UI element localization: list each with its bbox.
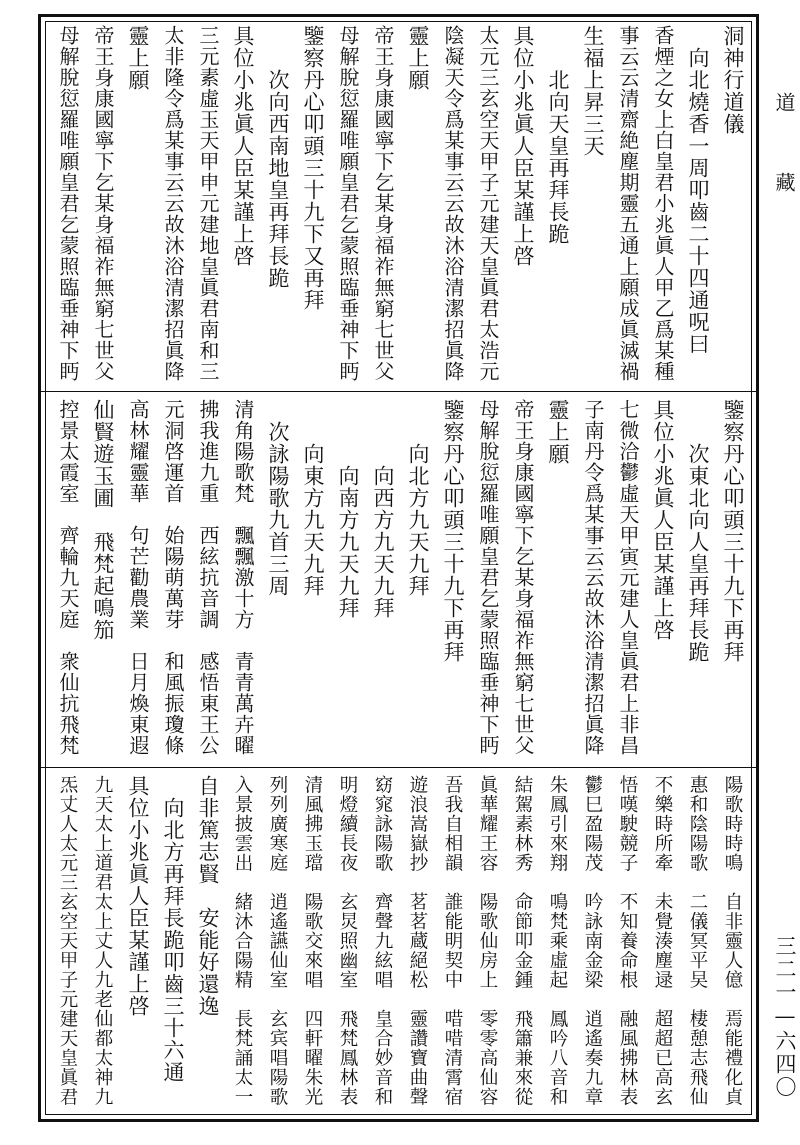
column-text: 生福上昇三天	[581, 25, 605, 157]
text-column	[680, 399, 715, 761]
register-2-columns	[47, 399, 750, 761]
text-column	[225, 399, 260, 761]
column-text: 太元三玄空天甲子元建天皇眞君太浩元	[476, 25, 500, 382]
text-column	[85, 25, 120, 385]
column-text: 母解脫愆羅唯願皇君乞蒙照臨垂神下眄	[336, 25, 360, 382]
text-column	[505, 775, 540, 1111]
column-text: 惠和陰陽歌 二儀冥平旲 棲憩志飛仙	[687, 775, 708, 1107]
text-column	[365, 399, 400, 761]
column-text: 仙賢遊玉圃 飛梵起鳴笳	[91, 399, 115, 641]
column-text: 鬱巳盈陽茂 吟詠南金梁 逍遙奏九章	[582, 775, 603, 1107]
column-text: 北向天皇再拜長跪	[546, 25, 570, 245]
text-column	[610, 775, 645, 1111]
column-text: 靈上願	[406, 25, 430, 91]
right-margin	[762, 0, 800, 1145]
column-text: 次東北向人皇再拜長跪	[686, 399, 710, 663]
text-column	[50, 775, 85, 1111]
text-column	[540, 775, 575, 1111]
column-text: 向北燒香一周叩齒二十四通呪曰	[686, 25, 710, 355]
column-text: 清角陽歌梵 飄飄激十方 青青萬卉曜	[231, 399, 255, 756]
column-text: 遊浪嵩嶽抄 茗茗蔵絕松 靈讚寶曲聲	[407, 775, 428, 1107]
text-column	[190, 25, 225, 385]
column-text: 帝王身康國寧下乞某身福祚無窮七世父	[371, 25, 395, 382]
column-text: 向東方九天九拜	[301, 399, 325, 597]
column-text: 母解脫愆羅唯願皇君乞蒙照臨垂神下眄	[476, 399, 500, 756]
column-text: 拂我進九重 西絃抗音調 感悟東王公	[196, 399, 220, 756]
column-text: 帝王身康國寧下乞某身福祚無窮七世父	[511, 399, 535, 756]
column-text: 元洞啓運首 始陽萌萬芽 和風振瓊條	[161, 399, 185, 756]
column-text: 清風拂玉璫 陽歌交來唱 四軒曜朱光	[302, 775, 323, 1107]
text-column	[225, 25, 260, 385]
text-column	[505, 25, 540, 385]
text-column	[715, 399, 750, 761]
text-column	[50, 399, 85, 761]
column-text: 眞華耀王容 陽歌仙房上 零零高仙容	[477, 775, 498, 1107]
text-column	[260, 399, 295, 761]
text-column	[645, 399, 680, 761]
text-column	[575, 775, 610, 1111]
text-column	[400, 399, 435, 761]
column-text: 具位小兆眞人臣某謹上啓	[511, 25, 535, 267]
text-column	[50, 25, 85, 385]
text-column	[225, 775, 260, 1111]
text-column	[645, 775, 680, 1111]
text-column	[470, 25, 505, 385]
column-text: 具位小兆眞人臣某謹上啓	[231, 25, 255, 267]
column-text: 九天太上道君太上丈人九老仙都太神九	[92, 775, 113, 1107]
register-3-columns	[47, 775, 750, 1111]
register-2	[41, 391, 756, 767]
text-column	[435, 25, 470, 385]
text-column	[85, 775, 120, 1111]
text-column	[715, 775, 750, 1111]
margin-label-zang: 藏	[772, 172, 796, 192]
column-text: 向西方九天九拜	[371, 399, 395, 619]
column-text: 不樂時所牽 未覺湊塵逯 超超已高玄	[652, 775, 673, 1107]
column-text: 窈窕詠陽歌 齊聲九絃唱 皇合妙音和	[372, 775, 393, 1107]
column-text: 自非篤志賢 安能好還逸	[196, 775, 220, 1017]
text-column	[610, 399, 645, 761]
column-text: 具位小兆眞人臣某謹上啓	[651, 399, 675, 641]
text-column	[155, 775, 190, 1111]
text-column	[190, 399, 225, 761]
margin-label-dao: 道	[772, 92, 796, 112]
text-column	[645, 25, 680, 385]
column-text: 鑒察丹心叩頭三十九下又再拜	[301, 25, 325, 311]
text-column	[400, 775, 435, 1111]
register-1	[41, 17, 756, 391]
column-text: 母解脫愆羅唯願皇君乞蒙照臨垂神下眄	[56, 25, 80, 382]
column-text: 吾我自相韻 誰能明契中 唶唶清霄宿	[442, 775, 463, 1107]
register-1-columns	[47, 25, 750, 385]
page-frame	[38, 14, 759, 1122]
page-number: 三二一—六四〇	[773, 935, 797, 1099]
text-column	[540, 25, 575, 385]
text-column	[120, 25, 155, 385]
text-column	[610, 25, 645, 385]
column-text: 子南丹令爲某事云云故沐浴清潔招眞降	[581, 399, 605, 756]
text-column	[330, 25, 365, 385]
text-column	[295, 25, 330, 385]
column-text: 控景太霞室 齊輪九天庭 衆仙抗飛梵	[56, 399, 80, 756]
text-column	[330, 399, 365, 761]
column-text: 向北方九天九拜	[406, 399, 430, 597]
column-text: 向南方九天九拜	[336, 399, 360, 619]
text-column	[120, 399, 155, 761]
text-column	[470, 775, 505, 1111]
column-text: 七微洽鬱虛天甲寅元建人皇眞君上非昌	[616, 399, 640, 756]
column-text: 明燈續長夜 玄炅照幽室 飛梵鳳林表	[337, 775, 358, 1107]
text-column	[400, 25, 435, 385]
column-text: 鑒察丹心叩頭三十九下再拜	[441, 399, 465, 663]
text-column	[190, 775, 225, 1111]
text-column	[575, 25, 610, 385]
column-text: 向北方再拜長跪叩齒三十六通	[161, 775, 185, 1083]
text-column	[260, 25, 295, 385]
column-text: 炁丈人太元三玄空天甲子元建天皇眞君	[57, 775, 78, 1107]
text-column	[365, 25, 400, 385]
column-text: 陽歌時時鳴 自非靈人億 焉能禮化貞	[722, 775, 743, 1107]
column-text: 朱鳳引來翔 鳴梵乘虛起 鳳吟八音和	[547, 775, 568, 1107]
text-column	[540, 399, 575, 761]
text-column	[575, 399, 610, 761]
column-text: 高林耀靈華 句芒勸農業 日月煥東遐	[126, 399, 150, 756]
text-column	[435, 775, 470, 1111]
column-text: 具位小兆眞人臣某謹上啓	[126, 775, 150, 1017]
column-text: 靈上願	[546, 399, 570, 465]
column-text: 次向西南地皇再拜長跪	[266, 25, 290, 289]
column-text: 次詠陽歌九首三周	[266, 399, 290, 597]
text-column	[365, 775, 400, 1111]
column-text: 鑒察丹心叩頭三十九下再拜	[721, 399, 745, 663]
text-column	[155, 399, 190, 761]
text-column	[155, 25, 190, 385]
text-column	[680, 775, 715, 1111]
column-text: 悟嘆駛競子 不知養命根 融風拂林表	[617, 775, 638, 1107]
text-column	[435, 399, 470, 761]
text-column	[715, 25, 750, 385]
text-column	[505, 399, 540, 761]
text-column	[85, 399, 120, 761]
text-column	[260, 775, 295, 1111]
column-text: 三元素虛玉天甲申元建地皇眞君南和三	[196, 25, 220, 382]
column-text: 帝王身康國寧下乞某身福祚無窮七世父	[91, 25, 115, 382]
column-text: 洞神行道儀	[721, 25, 745, 135]
text-column	[295, 399, 330, 761]
column-text: 太非隆令爲某事云云故沐浴清潔招眞降	[161, 25, 185, 382]
text-column	[330, 775, 365, 1111]
text-column	[120, 775, 155, 1111]
column-text: 列列廣寒庭 逍遙讌仙室 玄宾唱陽歌	[267, 775, 288, 1107]
column-text: 香煙之女上白皇君小兆眞人甲乙爲某種	[651, 25, 675, 382]
column-text: 陰凝天令爲某事云云故沐浴清潔招眞降	[441, 25, 465, 382]
column-text: 靈上願	[126, 25, 150, 91]
column-text: 事云云清齋絶塵期靈五通上願成眞滅禍	[616, 25, 640, 382]
text-column	[680, 25, 715, 385]
text-column	[470, 399, 505, 761]
register-3	[41, 767, 756, 1117]
column-text: 入景披雲出 緒沐合陽精 長梵誦太一	[232, 775, 253, 1107]
column-text: 結駕素林秀 命節叩金鍾 飛簫兼來從	[512, 775, 533, 1107]
text-column	[295, 775, 330, 1111]
